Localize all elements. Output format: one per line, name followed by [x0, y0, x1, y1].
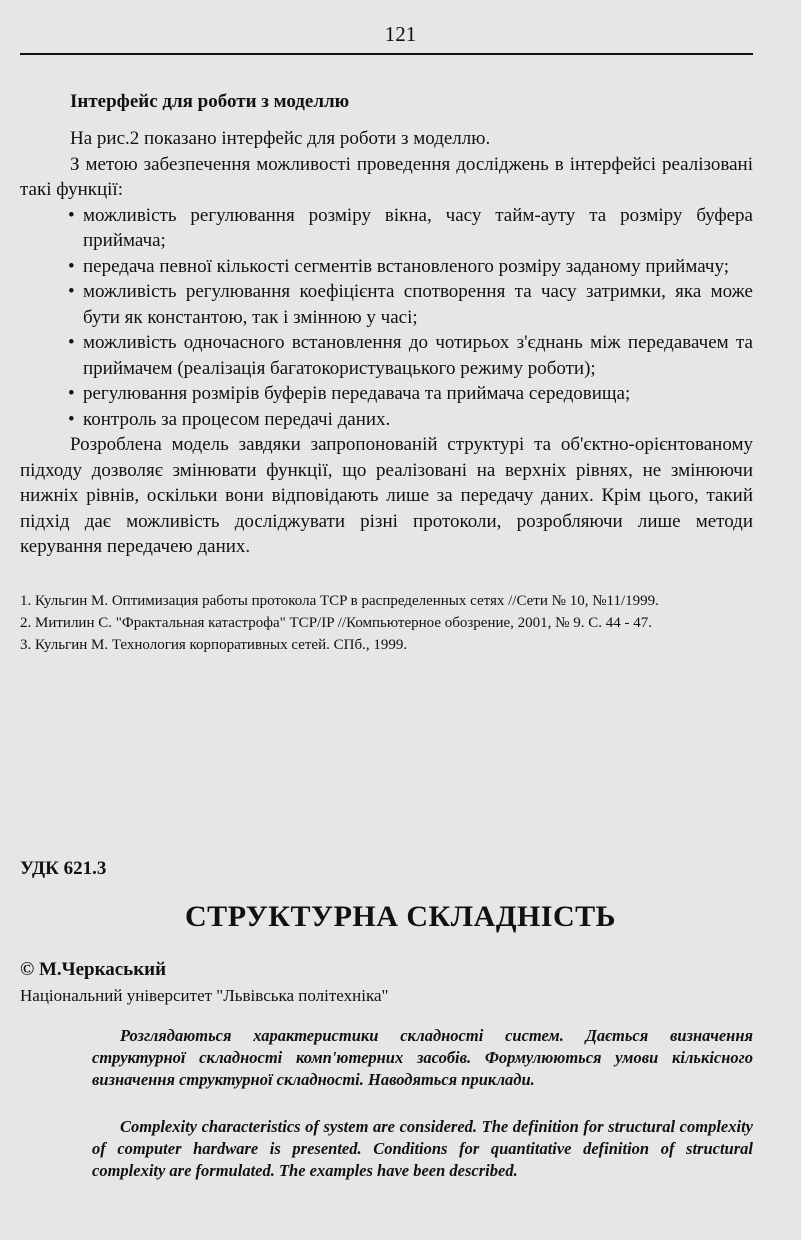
list-item: [20, 279, 753, 330]
reference-item: 1. Кульгин М. Оптимизация работы протокола TCP в распределенных сетях //Сети № 10, №11/1999.: [20, 593, 659, 609]
list-item: [20, 407, 753, 433]
list-item-text: регулювання розмірів буферів передавача та приймача середовища;: [83, 383, 631, 404]
bullet-icon: •: [68, 204, 75, 226]
paragraph-conclusion: Розроблена модель завдяки запропонованій структурі та об'єктно-орієнтованому підходу дозволяє змінювати функції, що реалізовані на верхніх рівнях, не змінюючи нижніх рівнів, оскільки вони відповідають лише за передачу даних. Крім цього, такий підхід дає можливість досліджувати різні протоколи, розробляючи лише методи керування передачею даних.: [20, 434, 753, 557]
function-list: [20, 203, 753, 433]
paragraph-intro-2: З метою забезпечення можливості проведення досліджень в інтерфейсі реалізовані такі функції:: [20, 153, 753, 200]
abstract-ukrainian: Розглядаються характеристики складності систем. Дається визначення структурної складності комп'ютерних засобів. Формулюються умови кількісного визначення структурної складності. Наводяться приклади.: [92, 1026, 753, 1089]
list-item-text: можливість регулювання розміру вікна, часу тайм-ауту та розміру буфера приймача;: [83, 204, 753, 251]
bullet-icon: •: [68, 332, 75, 353]
section-heading: Інтерфейс для роботи з моделлю: [70, 91, 350, 112]
list-item: [20, 203, 753, 254]
list-item: [20, 381, 753, 407]
list-item: [20, 254, 753, 280]
body-text: [20, 126, 753, 560]
list-item: [20, 330, 753, 381]
references: [20, 590, 753, 656]
bullet-icon: •: [68, 281, 75, 302]
udk-code: УДК 621.3: [20, 858, 107, 879]
bullet-icon: •: [68, 255, 75, 277]
affiliation: Національний університет "Львівська політехніка": [20, 986, 389, 1005]
bullet-icon: •: [68, 383, 75, 404]
bullet-icon: •: [68, 408, 75, 430]
author: © М.Черкаський: [20, 959, 167, 980]
page-number: 121: [384, 22, 417, 46]
list-item-text: контроль за процесом передачі даних.: [83, 408, 391, 430]
list-item-text: передача певної кількості сегментів встановленого розміру заданому приймачу;: [83, 255, 729, 277]
reference-item: 3. Кульгин М. Технология корпоративных сетей. СПб., 1999.: [20, 637, 408, 653]
paragraph-intro-1: На рис.2 показано інтерфейс для роботи з моделлю.: [70, 128, 491, 149]
list-item-text: можливість одночасного встановлення до чотирьох з'єднань між передавачем та приймачем (реалізація багатокористувацького режиму роботи);: [83, 332, 753, 379]
header-rule: [20, 53, 753, 55]
reference-item: 2. Митилин С. "Фрактальная катастрофа" TCP/IP //Компьютерное обозрение, 2001, № 9. С. 44 - 47.: [20, 615, 652, 631]
list-item-text: можливість регулювання коефіцієнта спотворення та часу затримки, яка може бути як константою, так і змінною у часі;: [83, 281, 753, 328]
abstract-english: Complexity characteristics of system are considered. The definition for structural complexity of computer hardware is presented. Conditions for quantitative definition of structural complexity are formulated. The examples have been described.: [92, 1117, 753, 1180]
article-title: СТРУКТУРНА СКЛАДНІСТЬ: [185, 900, 616, 933]
